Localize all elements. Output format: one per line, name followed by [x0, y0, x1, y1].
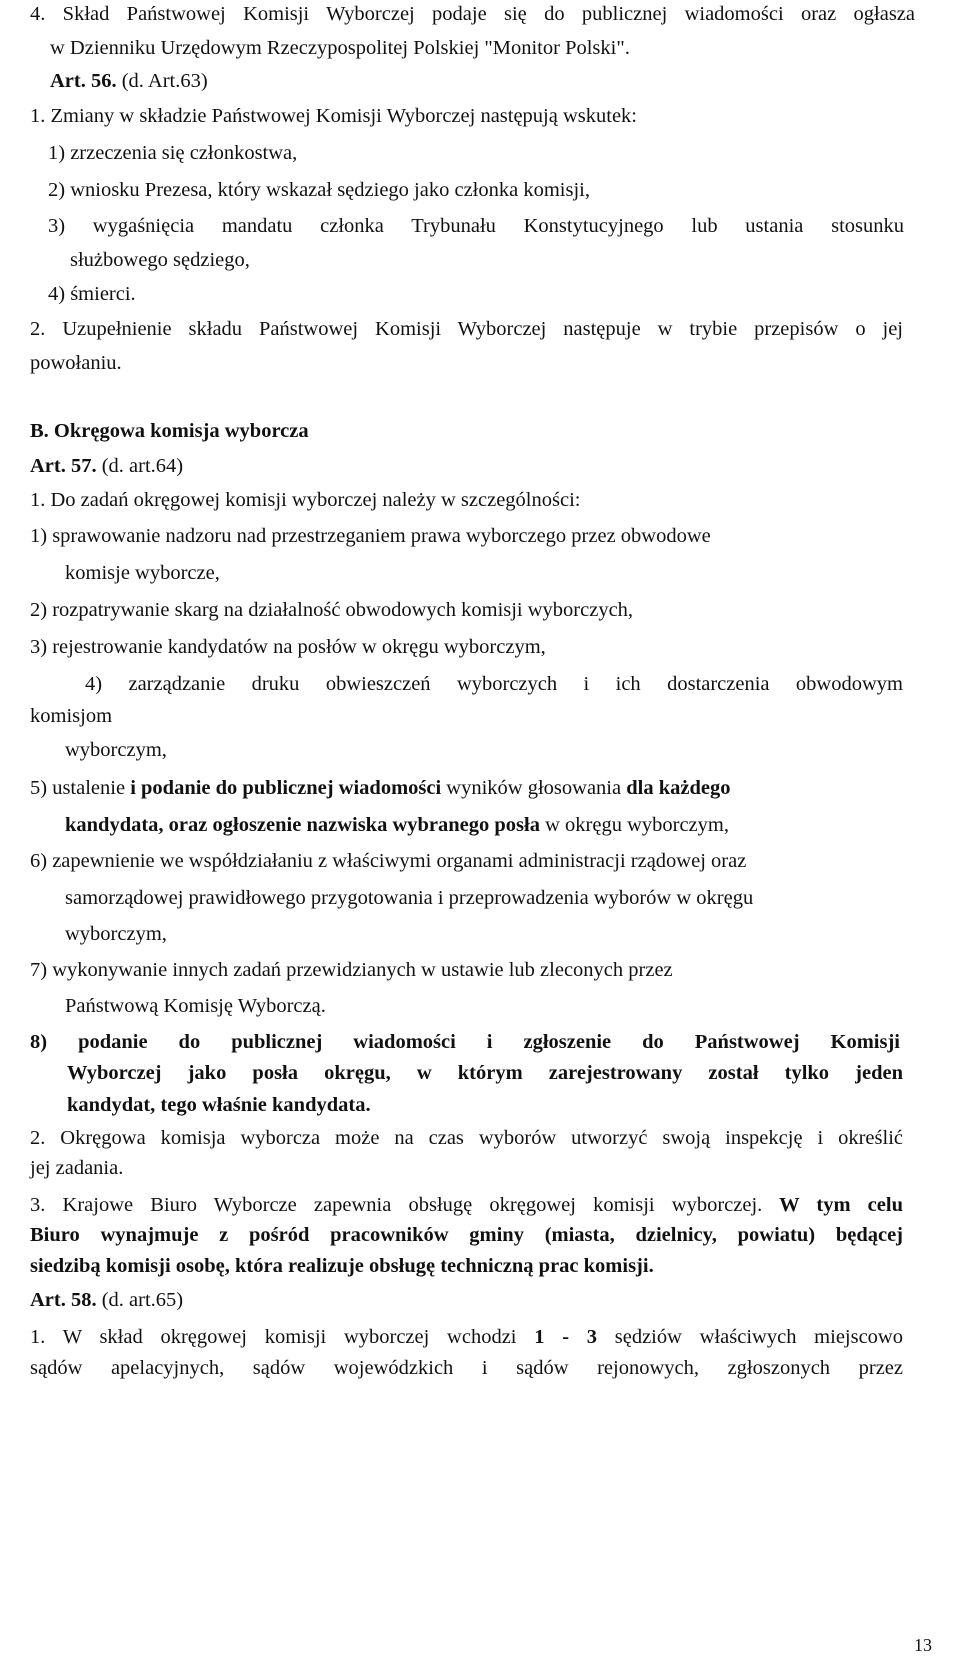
bold-text: Art. 57. — [30, 455, 97, 477]
text-segment: 2) wniosku Prezesa, który wskazał sędziego jako członka komisji, — [48, 179, 590, 201]
bold-text: Art. 56. — [50, 70, 117, 92]
text-segment: 2. Okręgowa komisja wyborcza może na czas wyborów utworzyć swoją inspekcję i określić — [30, 1127, 903, 1149]
text-segment: jej zadania. — [30, 1157, 124, 1179]
text-line — [30, 851, 746, 872]
text-line — [85, 674, 903, 695]
text-segment: 1) sprawowanie nadzoru nad przestrzeganiem prawa wyborczego przez obwodowe — [30, 525, 711, 547]
text-line — [30, 526, 711, 547]
bold-text: 8) podanie do publicznej wiadomości i zgłoszenie do Państwowej Komisji — [30, 1031, 900, 1053]
text-segment: komisje wyborcze, — [65, 562, 220, 584]
bold-text: Wyborczej jako posła okręgu, w którym zarejestrowany został tylko jeden — [67, 1062, 903, 1084]
text-line — [50, 71, 208, 92]
text-segment: (d. art.65) — [96, 1289, 184, 1311]
text-segment: 1) zrzeczenia się członkostwa, — [48, 142, 298, 164]
text-line — [65, 740, 167, 761]
text-line — [30, 600, 633, 621]
text-segment: 3. Krajowe Biuro Wyborcze zapewnia obsługę okręgowej komisji wyborczej. — [30, 1194, 763, 1216]
text-segment: 5) ustalenie — [30, 777, 131, 799]
bold-text: kandydat, tego właśnie kandydata. — [67, 1094, 371, 1116]
text-segment: 4) śmierci. — [48, 283, 136, 305]
text-line — [30, 1128, 903, 1149]
text-line — [30, 421, 309, 442]
text-line — [30, 1358, 903, 1379]
text-segment: służbowego sędziego, — [70, 249, 250, 271]
text-line — [30, 960, 673, 981]
text-segment: 2) rozpatrywanie skarg na działalność obwodowych komisji wyborczych, — [30, 599, 634, 621]
text-line — [65, 924, 167, 945]
text-line — [70, 250, 250, 271]
text-segment: w okręgu wyborczym, — [539, 814, 729, 836]
text-line — [67, 1095, 371, 1116]
text-segment: 1. Zmiany w składzie Państwowej Komisji Wyborczej następują wskutek: — [30, 105, 638, 127]
text-line — [48, 143, 297, 164]
bold-text: kandydata, oraz ogłoszenie nazwiska wybranego posła — [65, 814, 540, 836]
text-segment: 2. Uzupełnienie składu Państwowej Komisji Wyborczej następuje w trybie przepisów o jej — [30, 318, 903, 340]
text-line — [30, 1256, 654, 1277]
text-line — [30, 1032, 900, 1053]
text-segment: 1. Do zadań okręgowej komisji wyborczej należy w szczególności: — [30, 489, 581, 511]
text-segment: (d. art.64) — [96, 455, 184, 477]
text-segment: samorządowej prawidłowego przygotowania i przeprowadzenia wyborów w okręgu — [65, 887, 754, 909]
text-segment: 1. W skład okręgowej komisji wyborczej wchodzi — [30, 1326, 535, 1348]
text-line — [30, 1195, 903, 1216]
text-line — [30, 353, 122, 374]
text-segment: 4) zarządzanie druku obwieszczeń wyborczych i ich dostarczenia obwodowym — [85, 673, 903, 695]
text-line — [30, 319, 903, 340]
text-line — [48, 216, 904, 237]
text-segment: 3) wygaśnięcia mandatu członka Trybunału Konstytucyjnego lub ustania stosunku — [48, 215, 904, 237]
text-line — [65, 888, 753, 909]
bold-text: B. Okręgowa komisja wyborcza — [30, 420, 309, 442]
text-segment: powołaniu. — [30, 352, 122, 374]
bold-text: siedzibą komisji osobę, która realizuje obsługę techniczną prac komisji. — [30, 1255, 654, 1277]
text-segment: komisjom — [30, 705, 113, 727]
text-line — [30, 706, 112, 727]
text-line — [67, 1063, 903, 1084]
text-segment: sędziów właściwych miejscowo — [597, 1326, 903, 1348]
text-line — [48, 284, 136, 305]
text-line — [50, 38, 630, 59]
text-line — [30, 456, 183, 477]
text-line — [30, 4, 915, 25]
bold-text: Art. 58. — [30, 1289, 97, 1311]
text-line — [30, 1290, 183, 1311]
bold-text: dla każdego — [626, 777, 731, 799]
text-segment: 3) rejestrowanie kandydatów na posłów w okręgu wyborczym, — [30, 636, 546, 658]
text-line — [65, 996, 326, 1017]
text-segment: wyborczym, — [65, 923, 167, 945]
text-segment: wyników głosowania — [441, 777, 627, 799]
bold-text: 1 - 3 — [534, 1326, 598, 1348]
text-line — [65, 563, 220, 584]
text-segment: Państwową Komisję Wyborczą. — [65, 995, 326, 1017]
text-line — [30, 1225, 903, 1246]
text-segment: 6) zapewnienie we współdziałaniu z właściwymi organami administracji rządowej oraz — [30, 850, 747, 872]
text-line — [30, 637, 546, 658]
text-line — [65, 815, 729, 836]
text-line — [30, 106, 637, 127]
text-segment: (d. Art.63) — [116, 70, 208, 92]
page-number: 13 — [914, 1635, 932, 1655]
text-segment: wyborczym, — [65, 739, 167, 761]
text-segment: sądów apelacyjnych, sądów wojewódzkich i sądów rejonowych, zgłoszonych przez — [30, 1357, 903, 1379]
bold-text: W tym celu — [762, 1194, 903, 1216]
text-segment: 4. Skład Państwowej Komisji Wyborczej podaje się do publicznej wiadomości oraz ogłasza — [30, 3, 915, 25]
text-line — [30, 1158, 123, 1179]
bold-text: i podanie do publicznej wiadomości — [130, 777, 442, 799]
text-line — [30, 490, 580, 511]
text-line — [30, 778, 730, 799]
text-segment: w Dzienniku Urzędowym Rzeczypospolitej Polskiej "Monitor Polski". — [50, 37, 630, 59]
text-line — [30, 1327, 903, 1348]
text-segment: 7) wykonywanie innych zadań przewidzianych w ustawie lub zleconych przez — [30, 959, 673, 981]
bold-text: Biuro wynajmuje z pośród pracowników gminy (miasta, dzielnicy, powiatu) będącej — [30, 1224, 903, 1246]
text-line — [48, 180, 590, 201]
